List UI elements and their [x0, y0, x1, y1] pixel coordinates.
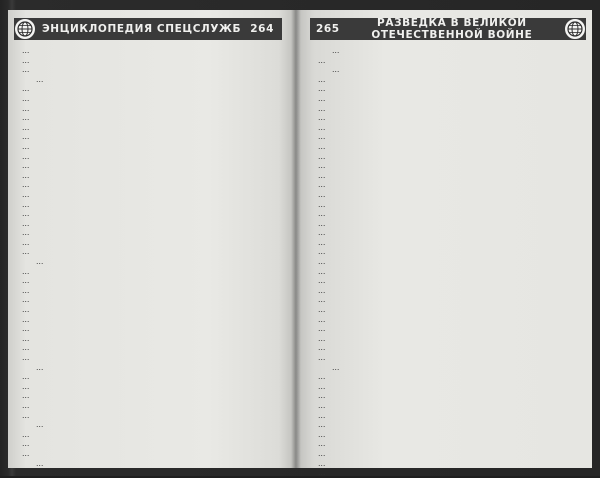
text-line-content: … [22, 276, 30, 286]
text-line-content: … [318, 228, 326, 238]
text-line [22, 353, 276, 363]
text-line-content: … [22, 247, 30, 257]
text-line [318, 391, 582, 401]
text-line-content: … [36, 458, 44, 468]
text-line-content: … [22, 381, 30, 391]
text-line [22, 276, 276, 286]
text-line [22, 439, 276, 449]
text-line-content: … [22, 333, 30, 343]
book-gutter-shadow [291, 10, 301, 468]
text-line-content: … [318, 218, 326, 228]
text-line [318, 315, 582, 325]
text-line [22, 123, 276, 133]
text-line [318, 228, 582, 238]
text-line [318, 411, 582, 421]
text-line-content: … [318, 295, 326, 305]
text-line-content: … [318, 132, 326, 142]
text-line [22, 459, 276, 469]
text-line-content: … [22, 228, 30, 238]
text-line [22, 113, 276, 123]
text-line [318, 295, 582, 305]
text-line [22, 65, 276, 75]
text-line [318, 459, 582, 469]
text-line [22, 267, 276, 277]
text-line [318, 171, 582, 181]
left-page [8, 10, 296, 478]
text-line-content: … [22, 180, 30, 190]
text-line [22, 247, 276, 257]
text-line-content: … [318, 353, 326, 362]
text-line [318, 238, 582, 248]
text-line [318, 430, 582, 440]
text-line [318, 343, 582, 353]
text-line-content: … [318, 410, 326, 420]
text-line [318, 286, 582, 296]
text-line [22, 334, 276, 344]
text-line-content: … [22, 161, 30, 171]
text-line [22, 401, 276, 411]
text-line [22, 161, 276, 171]
text-line [318, 324, 582, 334]
text-line [22, 391, 276, 401]
text-line [318, 363, 582, 373]
text-line-content: … [22, 372, 30, 382]
text-line [22, 257, 276, 267]
text-line-content: … [318, 276, 326, 286]
text-line [318, 180, 582, 190]
text-line-content: … [36, 420, 44, 430]
text-line-content: … [332, 65, 340, 75]
text-line-content: … [22, 209, 30, 219]
text-line [22, 171, 276, 181]
text-line-content: … [318, 305, 326, 315]
text-line-content: … [318, 420, 326, 430]
text-line [318, 132, 582, 142]
text-line-content: … [318, 103, 326, 113]
text-line [22, 228, 276, 238]
text-line-content: … [36, 257, 44, 267]
left-page-text [22, 46, 276, 478]
text-line [22, 343, 276, 353]
text-line [318, 84, 582, 94]
text-line-content: … [318, 55, 326, 65]
text-line [22, 295, 276, 305]
text-line-content: … [22, 391, 30, 401]
text-line [318, 468, 582, 478]
text-line-content: … [318, 122, 326, 132]
text-line [318, 449, 582, 459]
globe-emblem-icon [14, 18, 36, 40]
text-line [22, 382, 276, 392]
text-line [318, 334, 582, 344]
text-line-content: … [318, 333, 326, 343]
text-line-content: … [22, 237, 30, 247]
text-line [22, 219, 276, 229]
text-line-content: … [318, 209, 326, 219]
text-line [318, 420, 582, 430]
text-line-content: … [22, 199, 30, 209]
text-line-content: … [318, 237, 326, 247]
text-line-content: … [318, 285, 326, 295]
right-page-number: 265 [316, 23, 340, 35]
text-line-content: … [318, 468, 326, 478]
text-line [22, 152, 276, 162]
text-line [318, 94, 582, 104]
text-line [318, 113, 582, 123]
text-line [22, 238, 276, 248]
text-line-content: … [318, 429, 326, 439]
text-line [22, 286, 276, 296]
text-line-content: … [332, 362, 340, 372]
text-line [318, 75, 582, 85]
text-line-content: … [22, 132, 30, 142]
globe-emblem-icon [564, 18, 586, 40]
text-line [22, 324, 276, 334]
text-line [22, 200, 276, 210]
text-line [22, 420, 276, 430]
text-line [318, 142, 582, 152]
text-line [318, 382, 582, 392]
text-line-content: … [318, 343, 326, 353]
text-line-content: … [22, 266, 30, 276]
text-line [318, 200, 582, 210]
text-line [22, 104, 276, 114]
text-line [318, 46, 582, 56]
text-line-content: … [22, 170, 30, 180]
right-page-text [318, 46, 582, 478]
text-line-content: … [22, 218, 30, 228]
text-line [318, 305, 582, 315]
text-line-content: … [318, 74, 326, 84]
text-line [22, 209, 276, 219]
text-line-content: … [22, 84, 30, 94]
text-line-content: … [318, 400, 326, 410]
text-line-content: … [22, 295, 30, 305]
text-line-content: … [22, 410, 30, 420]
text-line [318, 372, 582, 382]
text-line [22, 94, 276, 104]
text-line-content: … [318, 372, 326, 382]
text-line [318, 276, 582, 286]
text-line [318, 56, 582, 66]
text-line-content: … [22, 305, 30, 315]
text-line-content: … [22, 285, 30, 295]
text-line-content: … [22, 324, 30, 334]
text-line [318, 209, 582, 219]
text-line [22, 75, 276, 85]
text-line-content: … [318, 180, 326, 190]
text-line-content: … [22, 189, 30, 199]
text-line-content: … [318, 141, 326, 151]
text-line-content: … [22, 314, 30, 324]
text-line-content: … [318, 391, 326, 401]
text-line-content: … [22, 93, 30, 103]
text-line [22, 315, 276, 325]
text-line [318, 353, 582, 363]
text-line-content: … [22, 429, 30, 439]
text-line [318, 267, 582, 277]
text-line-content: … [318, 266, 326, 276]
text-line-content: … [22, 151, 30, 161]
left-running-head: ЭНЦИКЛОПЕДИЯ СПЕЦСЛУЖБ [42, 23, 242, 35]
text-line-content: … [22, 55, 30, 65]
text-line [22, 56, 276, 66]
right-running-head: РАЗВЕДКА В ВЕЛИКОЙ ОТЕЧЕСТВЕННОЙ ВОЙНЕ [371, 17, 533, 41]
text-line [22, 190, 276, 200]
text-line-content: … [22, 46, 30, 55]
text-line-content: … [22, 65, 30, 75]
text-line [22, 449, 276, 459]
text-line [318, 190, 582, 200]
text-line [22, 305, 276, 315]
text-line-content: … [22, 353, 30, 362]
text-line [22, 46, 276, 56]
text-line [318, 401, 582, 411]
text-line-content: … [318, 458, 326, 468]
right-page [296, 10, 592, 478]
text-line-content: … [318, 189, 326, 199]
text-line-content: … [332, 46, 340, 55]
text-line [318, 104, 582, 114]
text-line-content: … [22, 448, 30, 458]
text-line-content: … [318, 439, 326, 449]
text-line-content: … [22, 113, 30, 123]
text-line-content: … [22, 343, 30, 353]
text-line [318, 247, 582, 257]
text-line-content: … [36, 362, 44, 372]
text-line [22, 142, 276, 152]
text-line-content: … [318, 161, 326, 171]
text-line [318, 123, 582, 133]
right-running-header [310, 18, 586, 40]
text-line-content: … [22, 103, 30, 113]
text-line [318, 161, 582, 171]
text-line-content: … [22, 122, 30, 132]
text-line-content: … [318, 448, 326, 458]
left-running-header [14, 18, 282, 40]
text-line-content: … [318, 257, 326, 267]
text-line-content: … [318, 170, 326, 180]
text-line [22, 363, 276, 373]
text-line-content: … [318, 113, 326, 123]
text-line [22, 84, 276, 94]
text-line-content: … [318, 84, 326, 94]
text-line [22, 132, 276, 142]
text-line-content: … [22, 400, 30, 410]
text-line [318, 257, 582, 267]
text-line-content: … [22, 439, 30, 449]
text-line [22, 430, 276, 440]
text-line [318, 65, 582, 75]
text-line-content: … [318, 381, 326, 391]
text-line [318, 152, 582, 162]
text-line-content: … [318, 151, 326, 161]
text-line [318, 439, 582, 449]
text-line-content: … [318, 247, 326, 257]
text-line [22, 468, 276, 478]
text-line-content: … [22, 141, 30, 151]
text-line-content: … [318, 324, 326, 334]
text-line [22, 372, 276, 382]
text-line [22, 180, 276, 190]
text-line [22, 411, 276, 421]
text-line-content: … [318, 314, 326, 324]
text-line [318, 219, 582, 229]
text-line-content: … [22, 468, 30, 478]
left-page-number: 264 [250, 23, 274, 35]
text-line-content: … [318, 199, 326, 209]
text-line-content: … [36, 74, 44, 84]
text-line-content: … [318, 93, 326, 103]
